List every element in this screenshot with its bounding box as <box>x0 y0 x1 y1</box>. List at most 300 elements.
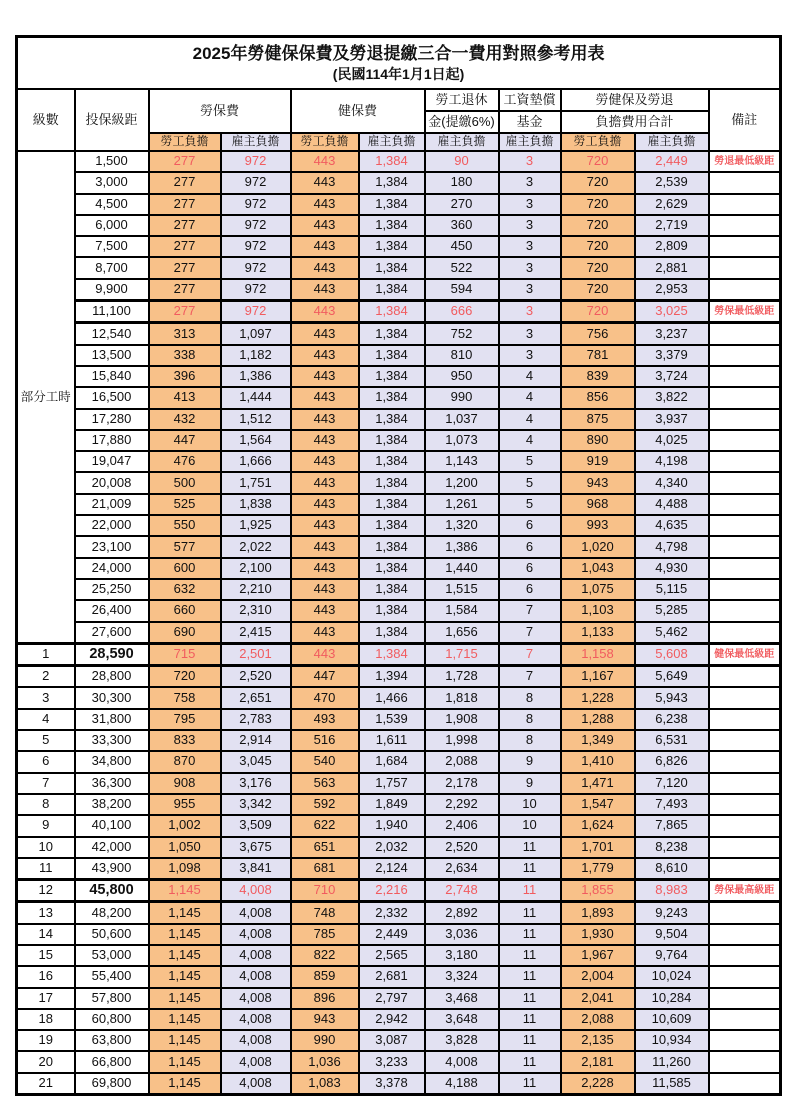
salary-cell: 60,800 <box>75 1009 149 1030</box>
salary-cell: 57,800 <box>75 988 149 1009</box>
value-cell: 950 <box>425 366 499 387</box>
value-cell: 1,728 <box>425 666 499 688</box>
value-cell: 577 <box>149 536 221 557</box>
value-cell: 1,440 <box>425 558 499 579</box>
value-cell: 908 <box>149 773 221 794</box>
value-cell: 4,188 <box>425 1073 499 1095</box>
value-cell: 2,100 <box>221 558 291 579</box>
value-cell: 338 <box>149 345 221 366</box>
value-cell: 833 <box>149 730 221 751</box>
value-cell: 2,651 <box>221 687 291 708</box>
value-cell: 10,284 <box>635 988 709 1009</box>
part-time-label: 部分工時 <box>17 151 75 643</box>
value-cell: 1,083 <box>291 1073 359 1095</box>
salary-cell: 27,600 <box>75 622 149 644</box>
value-cell: 3,324 <box>425 966 499 987</box>
note-cell <box>709 751 781 772</box>
note-cell <box>709 366 781 387</box>
salary-cell: 63,800 <box>75 1030 149 1051</box>
value-cell: 1,200 <box>425 472 499 493</box>
note-cell: 勞退最低級距 <box>709 151 781 172</box>
value-cell: 1,384 <box>359 236 425 257</box>
note-cell <box>709 730 781 751</box>
table-row <box>17 643 781 665</box>
value-cell: 1,384 <box>359 451 425 472</box>
table-row <box>17 409 781 430</box>
salary-cell: 16,500 <box>75 387 149 408</box>
note-cell <box>709 966 781 987</box>
level-cell: 4 <box>17 709 75 730</box>
value-cell: 2,748 <box>425 880 499 902</box>
level-cell: 20 <box>17 1051 75 1072</box>
value-cell: 2,178 <box>425 773 499 794</box>
value-cell: 1,384 <box>359 600 425 621</box>
value-cell: 781 <box>561 345 635 366</box>
value-cell: 3,509 <box>221 815 291 836</box>
premium-table <box>15 35 782 1096</box>
subheader-wage-fund-employer: 雇主負擔 <box>499 133 561 151</box>
value-cell: 2,565 <box>359 945 425 966</box>
value-cell: 2,135 <box>561 1030 635 1051</box>
value-cell: 943 <box>291 1009 359 1030</box>
value-cell: 1,893 <box>561 902 635 924</box>
value-cell: 1,145 <box>149 945 221 966</box>
value-cell: 4,008 <box>221 1073 291 1095</box>
value-cell: 720 <box>561 279 635 301</box>
value-cell: 1,167 <box>561 666 635 688</box>
value-cell: 3,828 <box>425 1030 499 1051</box>
value-cell: 4 <box>499 366 561 387</box>
title-row <box>17 37 781 90</box>
value-cell: 810 <box>425 345 499 366</box>
note-cell <box>709 409 781 430</box>
value-cell: 7,865 <box>635 815 709 836</box>
value-cell: 1,145 <box>149 1009 221 1030</box>
value-cell: 7,120 <box>635 773 709 794</box>
value-cell: 1,547 <box>561 794 635 815</box>
salary-cell: 7,500 <box>75 236 149 257</box>
subheader-pension-employer: 雇主負擔 <box>425 133 499 151</box>
value-cell: 968 <box>561 494 635 515</box>
value-cell: 11 <box>499 1051 561 1072</box>
salary-cell: 28,590 <box>75 643 149 665</box>
salary-cell: 17,880 <box>75 430 149 451</box>
value-cell: 277 <box>149 194 221 215</box>
table-row <box>17 1073 781 1095</box>
value-cell: 4,340 <box>635 472 709 493</box>
value-cell: 1,611 <box>359 730 425 751</box>
value-cell: 277 <box>149 236 221 257</box>
table-row <box>17 966 781 987</box>
value-cell: 856 <box>561 387 635 408</box>
value-cell: 4,008 <box>221 945 291 966</box>
table-row <box>17 1009 781 1030</box>
salary-cell: 53,000 <box>75 945 149 966</box>
value-cell: 1,384 <box>359 515 425 536</box>
table-row <box>17 345 781 366</box>
value-cell: 972 <box>221 215 291 236</box>
value-cell: 443 <box>291 409 359 430</box>
value-cell: 2,681 <box>359 966 425 987</box>
value-cell: 720 <box>561 257 635 278</box>
salary-cell: 8,700 <box>75 257 149 278</box>
value-cell: 1,098 <box>149 858 221 880</box>
value-cell: 2,953 <box>635 279 709 301</box>
subheader-health-employee: 勞工負擔 <box>291 133 359 151</box>
table-row <box>17 687 781 708</box>
salary-cell: 43,900 <box>75 858 149 880</box>
level-cell: 18 <box>17 1009 75 1030</box>
value-cell: 2,088 <box>561 1009 635 1030</box>
value-cell: 651 <box>291 837 359 858</box>
value-cell: 4,025 <box>635 430 709 451</box>
value-cell: 990 <box>425 387 499 408</box>
value-cell: 2,310 <box>221 600 291 621</box>
salary-cell: 11,100 <box>75 301 149 323</box>
value-cell: 795 <box>149 709 221 730</box>
value-cell: 4,008 <box>221 880 291 902</box>
value-cell: 1,145 <box>149 966 221 987</box>
value-cell: 758 <box>149 687 221 708</box>
value-cell: 943 <box>561 472 635 493</box>
value-cell: 9,764 <box>635 945 709 966</box>
value-cell: 1,075 <box>561 579 635 600</box>
value-cell: 7 <box>499 600 561 621</box>
level-cell: 21 <box>17 1073 75 1095</box>
value-cell: 6 <box>499 579 561 600</box>
value-cell: 396 <box>149 366 221 387</box>
value-cell: 748 <box>291 902 359 924</box>
value-cell: 1,050 <box>149 837 221 858</box>
value-cell: 1,145 <box>149 902 221 924</box>
value-cell: 972 <box>221 194 291 215</box>
value-cell: 1,320 <box>425 515 499 536</box>
table-row <box>17 730 781 751</box>
value-cell: 839 <box>561 366 635 387</box>
note-cell: 勞保最高級距 <box>709 880 781 902</box>
table-row <box>17 666 781 688</box>
table-row <box>17 323 781 345</box>
value-cell: 4,008 <box>221 988 291 1009</box>
value-cell: 4,008 <box>221 966 291 987</box>
value-cell: 5,649 <box>635 666 709 688</box>
value-cell: 11,260 <box>635 1051 709 1072</box>
value-cell: 1,384 <box>359 279 425 301</box>
table-row <box>17 880 781 902</box>
level-cell: 8 <box>17 794 75 815</box>
salary-cell: 22,000 <box>75 515 149 536</box>
note-cell <box>709 924 781 945</box>
salary-cell: 12,540 <box>75 323 149 345</box>
value-cell: 447 <box>291 666 359 688</box>
value-cell: 2,809 <box>635 236 709 257</box>
value-cell: 5,115 <box>635 579 709 600</box>
value-cell: 2,881 <box>635 257 709 278</box>
subheader-health-employer: 雇主負擔 <box>359 133 425 151</box>
value-cell: 1,384 <box>359 430 425 451</box>
value-cell: 2,332 <box>359 902 425 924</box>
value-cell: 180 <box>425 172 499 193</box>
level-cell: 10 <box>17 837 75 858</box>
value-cell: 7,493 <box>635 794 709 815</box>
value-cell: 1,002 <box>149 815 221 836</box>
value-cell: 1,539 <box>359 709 425 730</box>
value-cell: 1,849 <box>359 794 425 815</box>
value-cell: 3,822 <box>635 387 709 408</box>
value-cell: 8 <box>499 709 561 730</box>
value-cell: 3 <box>499 215 561 236</box>
value-cell: 1,384 <box>359 387 425 408</box>
value-cell: 1,386 <box>221 366 291 387</box>
value-cell: 8 <box>499 730 561 751</box>
salary-cell: 33,300 <box>75 730 149 751</box>
value-cell: 443 <box>291 558 359 579</box>
value-cell: 11 <box>499 837 561 858</box>
value-cell: 443 <box>291 643 359 665</box>
value-cell: 4,488 <box>635 494 709 515</box>
value-cell: 8,610 <box>635 858 709 880</box>
note-cell <box>709 345 781 366</box>
value-cell: 720 <box>561 236 635 257</box>
value-cell: 1,757 <box>359 773 425 794</box>
salary-cell: 1,500 <box>75 151 149 172</box>
salary-cell: 19,047 <box>75 451 149 472</box>
salary-cell: 6,000 <box>75 215 149 236</box>
value-cell: 1,624 <box>561 815 635 836</box>
salary-cell: 4,500 <box>75 194 149 215</box>
level-cell: 7 <box>17 773 75 794</box>
value-cell: 720 <box>561 151 635 172</box>
value-cell: 3,045 <box>221 751 291 772</box>
value-cell: 1,384 <box>359 622 425 644</box>
value-cell: 1,384 <box>359 194 425 215</box>
value-cell: 516 <box>291 730 359 751</box>
table-row <box>17 1051 781 1072</box>
note-cell <box>709 430 781 451</box>
page-title: 2025年勞健保保費及勞退提繳三合一費用對照參考用表 <box>192 44 605 64</box>
value-cell: 2,022 <box>221 536 291 557</box>
value-cell: 955 <box>149 794 221 815</box>
value-cell: 1,471 <box>561 773 635 794</box>
value-cell: 822 <box>291 945 359 966</box>
value-cell: 443 <box>291 366 359 387</box>
value-cell: 1,384 <box>359 558 425 579</box>
value-cell: 592 <box>291 794 359 815</box>
value-cell: 2,914 <box>221 730 291 751</box>
value-cell: 972 <box>221 257 291 278</box>
value-cell: 1,384 <box>359 215 425 236</box>
value-cell: 443 <box>291 600 359 621</box>
note-cell <box>709 1073 781 1095</box>
value-cell: 6 <box>499 515 561 536</box>
salary-cell: 9,900 <box>75 279 149 301</box>
value-cell: 5 <box>499 451 561 472</box>
header-wage-fund-line1: 工資墊償 <box>499 89 561 111</box>
value-cell: 3,648 <box>425 1009 499 1030</box>
value-cell: 972 <box>221 172 291 193</box>
value-cell: 277 <box>149 151 221 172</box>
value-cell: 1,384 <box>359 301 425 323</box>
note-cell <box>709 472 781 493</box>
value-cell: 2,892 <box>425 902 499 924</box>
note-cell <box>709 837 781 858</box>
value-cell: 2,539 <box>635 172 709 193</box>
salary-cell: 69,800 <box>75 1073 149 1095</box>
salary-cell: 15,840 <box>75 366 149 387</box>
value-cell: 470 <box>291 687 359 708</box>
header-health-insurance: 健保費 <box>291 89 425 133</box>
value-cell: 443 <box>291 257 359 278</box>
value-cell: 972 <box>221 236 291 257</box>
note-cell <box>709 902 781 924</box>
table-row <box>17 151 781 172</box>
value-cell: 2,449 <box>359 924 425 945</box>
header-note: 備註 <box>709 89 781 151</box>
salary-cell: 48,200 <box>75 902 149 924</box>
value-cell: 443 <box>291 430 359 451</box>
value-cell: 1,158 <box>561 643 635 665</box>
value-cell: 1,940 <box>359 815 425 836</box>
note-cell <box>709 815 781 836</box>
value-cell: 443 <box>291 172 359 193</box>
value-cell: 11 <box>499 880 561 902</box>
value-cell: 443 <box>291 579 359 600</box>
value-cell: 2,004 <box>561 966 635 987</box>
value-cell: 2,520 <box>425 837 499 858</box>
value-cell: 2,501 <box>221 643 291 665</box>
value-cell: 1,466 <box>359 687 425 708</box>
value-cell: 1,288 <box>561 709 635 730</box>
table-row <box>17 600 781 621</box>
reference-sheet <box>15 35 782 1096</box>
header-total-line2: 負擔費用合計 <box>561 111 709 133</box>
value-cell: 6,238 <box>635 709 709 730</box>
value-cell: 1,261 <box>425 494 499 515</box>
value-cell: 2,783 <box>221 709 291 730</box>
salary-cell: 36,300 <box>75 773 149 794</box>
value-cell: 3 <box>499 323 561 345</box>
value-cell: 2,292 <box>425 794 499 815</box>
value-cell: 3,180 <box>425 945 499 966</box>
table-row <box>17 194 781 215</box>
header-salary-bracket: 投保級距 <box>75 89 149 151</box>
salary-cell: 55,400 <box>75 966 149 987</box>
note-cell <box>709 773 781 794</box>
level-cell: 12 <box>17 880 75 902</box>
value-cell: 443 <box>291 451 359 472</box>
value-cell: 1,512 <box>221 409 291 430</box>
header-pension-line2: 金(提繳6%) <box>425 111 499 133</box>
value-cell: 1,133 <box>561 622 635 644</box>
value-cell: 443 <box>291 323 359 345</box>
value-cell: 3 <box>499 194 561 215</box>
value-cell: 277 <box>149 301 221 323</box>
value-cell: 2,942 <box>359 1009 425 1030</box>
level-cell: 16 <box>17 966 75 987</box>
value-cell: 2,216 <box>359 880 425 902</box>
value-cell: 1,751 <box>221 472 291 493</box>
value-cell: 9,504 <box>635 924 709 945</box>
value-cell: 11 <box>499 858 561 880</box>
salary-cell: 23,100 <box>75 536 149 557</box>
value-cell: 594 <box>425 279 499 301</box>
value-cell: 993 <box>561 515 635 536</box>
subheader-total-employee: 勞工負擔 <box>561 133 635 151</box>
level-cell: 15 <box>17 945 75 966</box>
value-cell: 7 <box>499 643 561 665</box>
value-cell: 443 <box>291 515 359 536</box>
value-cell: 2,449 <box>635 151 709 172</box>
subheader-labor-employee: 勞工負擔 <box>149 133 221 151</box>
value-cell: 8,983 <box>635 880 709 902</box>
value-cell: 4,930 <box>635 558 709 579</box>
subheader-total-employer: 雇主負擔 <box>635 133 709 151</box>
value-cell: 563 <box>291 773 359 794</box>
value-cell: 3,237 <box>635 323 709 345</box>
value-cell: 720 <box>561 215 635 236</box>
value-cell: 4,008 <box>221 1009 291 1030</box>
value-cell: 5,943 <box>635 687 709 708</box>
value-cell: 622 <box>291 815 359 836</box>
value-cell: 875 <box>561 409 635 430</box>
value-cell: 785 <box>291 924 359 945</box>
note-cell <box>709 451 781 472</box>
value-cell: 277 <box>149 215 221 236</box>
value-cell: 4,008 <box>221 902 291 924</box>
value-cell: 1,384 <box>359 345 425 366</box>
value-cell: 3,176 <box>221 773 291 794</box>
value-cell: 720 <box>561 301 635 323</box>
note-cell: 勞保最低級距 <box>709 301 781 323</box>
level-cell: 5 <box>17 730 75 751</box>
value-cell: 1,349 <box>561 730 635 751</box>
value-cell: 5 <box>499 494 561 515</box>
value-cell: 660 <box>149 600 221 621</box>
value-cell: 2,797 <box>359 988 425 1009</box>
salary-cell: 30,300 <box>75 687 149 708</box>
value-cell: 890 <box>561 430 635 451</box>
value-cell: 2,719 <box>635 215 709 236</box>
value-cell: 11 <box>499 1009 561 1030</box>
value-cell: 443 <box>291 345 359 366</box>
table-row <box>17 1030 781 1051</box>
value-cell: 681 <box>291 858 359 880</box>
header-wage-fund-line2: 基金 <box>499 111 561 133</box>
value-cell: 752 <box>425 323 499 345</box>
value-cell: 1,384 <box>359 409 425 430</box>
level-cell: 14 <box>17 924 75 945</box>
table-row <box>17 451 781 472</box>
value-cell: 1,145 <box>149 1073 221 1095</box>
salary-cell: 40,100 <box>75 815 149 836</box>
value-cell: 550 <box>149 515 221 536</box>
salary-cell: 26,400 <box>75 600 149 621</box>
note-cell <box>709 558 781 579</box>
value-cell: 11 <box>499 945 561 966</box>
value-cell: 2,228 <box>561 1073 635 1095</box>
value-cell: 1,103 <box>561 600 635 621</box>
value-cell: 540 <box>291 751 359 772</box>
header-total-line1: 勞健保及勞退 <box>561 89 709 111</box>
value-cell: 3 <box>499 172 561 193</box>
value-cell: 4,008 <box>221 924 291 945</box>
value-cell: 2,210 <box>221 579 291 600</box>
subheader-labor-employer: 雇主負擔 <box>221 133 291 151</box>
value-cell: 4 <box>499 409 561 430</box>
value-cell: 1,386 <box>425 536 499 557</box>
level-cell: 6 <box>17 751 75 772</box>
value-cell: 476 <box>149 451 221 472</box>
